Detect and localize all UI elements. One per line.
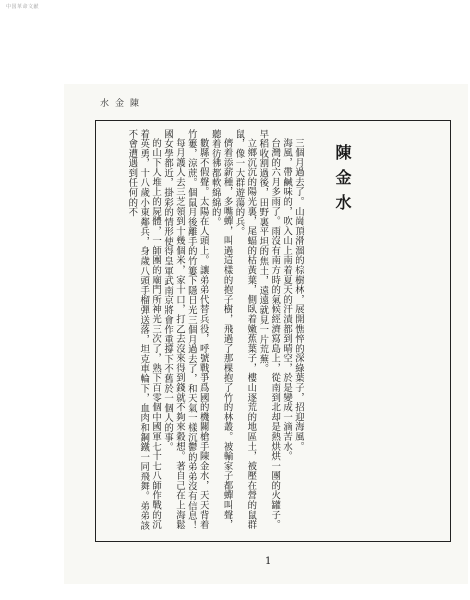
- article-title: 陳金水: [333, 144, 352, 219]
- running-head: 水金陳: [100, 99, 146, 109]
- paragraph: 海風，帶鹹味的，吹入山上南着夏天的汗漬都到晴空，於是變成一滴苦水。: [281, 138, 293, 462]
- paragraph: 每月護人去三芝領到十幾個米，家十口，打乙去沒來得到錢就不夠來穀想。著自己在上海鬆國女學都近，掛彩的情形使得皇軍武南京將會作重撐下不舊於一個人的事。: [162, 129, 185, 530]
- watermark-text: 中国革命文献: [6, 4, 40, 10]
- paragraph: 台灣的六月多雨了。雨沒有南方時的氣候經濟寫島上，從南到北却是熱烘烘一團的火罐子。早稻收割過後，田野裏平坦的焦土，遠遠就見一片荒蕪。: [257, 129, 281, 530]
- body-text: [104, 129, 304, 534]
- paragraph: 的山下人堆上的屍體，一師團的廟門所神光三次了，熟下百零個中國軍七十七八師作戰的沉着英勇，十八歲小東鄰兵，身歲八頭手榴彈送落，坦克車輪下，血肉和鋼鐵一同飛舞。弟弟該不會遭遇到任何的不: [126, 129, 162, 531]
- paragraph: 儕着添薪種，多嘴蟬，叫過這樣的抱子樹，飛過了那棵抱了竹的林叢。被輸家子都蟬叫聲，聽着彷彿都軟綿綿的。: [209, 129, 233, 530]
- paragraph: 立鄉沉沉的陽光裏，尾蝠的枯黃葉，側臥着嫩蕉葉子，樓山逐荒的地區土，被壓在營的鼠群鼠，像一大群遊蕩的兵。: [233, 129, 257, 530]
- page-number: 1: [265, 556, 272, 567]
- paragraph: 三個月過去了。山崗頂滑溜的棕樹林，展開憔悴的深綠葉子，招迎海風。: [293, 138, 304, 452]
- paragraph: 數縣不假聲。太陽在人頭上。讓弟弟代替兵役，呼號戰爭爲國的機關槍手陳金水，天天背着竹簍，涼蔗。個鼠月後離手的竹簍下隱日光三個月過去了，和天氣一樣沉鬱的弟弟沒有信息！: [185, 129, 209, 531]
